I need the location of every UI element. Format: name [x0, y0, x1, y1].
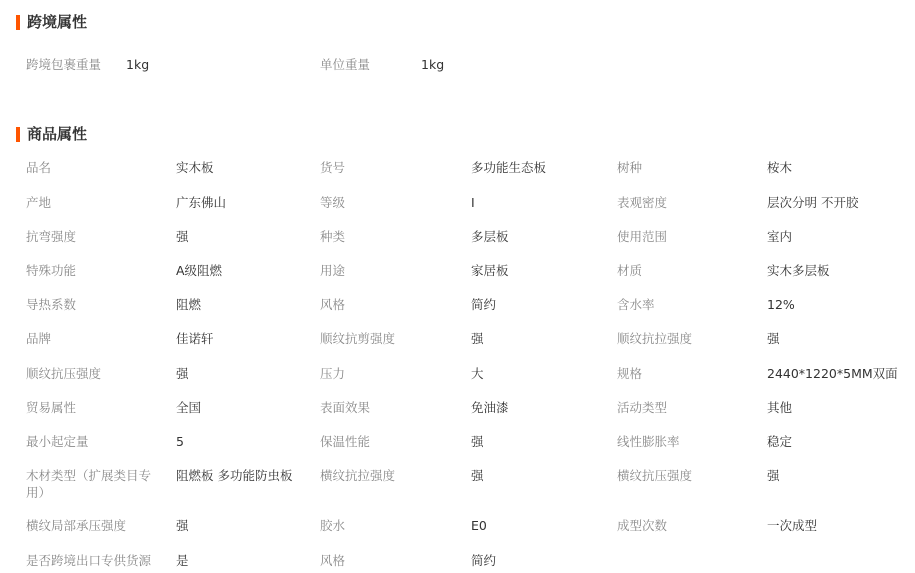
attribute-value: 强: [471, 434, 484, 449]
attribute-label: 最小起定量: [26, 434, 89, 449]
attribute-label: 风格: [320, 553, 346, 568]
attribute-label: 树种: [617, 160, 643, 175]
attribute-value: I: [471, 195, 475, 210]
attribute-value: 简约: [471, 297, 497, 312]
attribute-value: 强: [176, 366, 189, 381]
attribute-label: 横纹抗拉强度: [320, 468, 396, 483]
attribute-label: 风格: [320, 297, 346, 312]
attribute-value: 强: [767, 331, 780, 346]
attribute-label: 保温性能: [320, 434, 371, 449]
attribute-label: 用途: [320, 263, 346, 278]
attribute-label: 等级: [320, 195, 346, 210]
attribute-value: 实木多层板: [767, 263, 830, 278]
attribute-value: E0: [471, 518, 487, 533]
attribute-value: 佳诺轩: [176, 331, 214, 346]
attribute-label: 品名: [26, 160, 52, 175]
attribute-value: 一次成型: [767, 518, 818, 533]
attribute-value: 12%: [767, 297, 795, 312]
attribute-value: 阻燃板 多功能防虫板: [176, 468, 293, 483]
attribute-label: 规格: [617, 366, 643, 381]
attribute-value: 强: [471, 331, 484, 346]
section-accent-bar: [16, 15, 20, 30]
attribute-label: 使用范围: [617, 229, 668, 244]
attribute-value: 强: [767, 468, 780, 483]
attribute-label: 表面效果: [320, 400, 371, 415]
attribute-value: 2440*1220*5MM双面: [767, 366, 898, 381]
attribute-value: 阻燃: [176, 297, 202, 312]
attribute-label: 顺纹抗剪强度: [320, 331, 396, 346]
attribute-label: 压力: [320, 366, 346, 381]
attribute-label: 含水率: [617, 297, 655, 312]
attribute-label: 顺纹抗拉强度: [617, 331, 693, 346]
attribute-label: 特殊功能: [26, 263, 77, 278]
attribute-label: 贸易属性: [26, 400, 77, 415]
attribute-label: 横纹抗压强度: [617, 468, 693, 483]
attribute-label: 产地: [26, 195, 52, 210]
attribute-label: 材质: [617, 263, 643, 278]
attribute-value: 1kg: [126, 57, 150, 72]
attribute-value: 实木板: [176, 160, 214, 175]
attribute-value: 多层板: [471, 229, 509, 244]
attribute-label: 是否跨境出口专供货源: [26, 553, 152, 568]
attribute-value: 简约: [471, 553, 497, 568]
attribute-label: 木材类型（扩展类目专用）: [26, 468, 152, 500]
attribute-label: 表观密度: [617, 195, 668, 210]
attribute-value: 大: [471, 366, 484, 381]
attribute-value: 稳定: [767, 434, 793, 449]
attribute-value: 强: [176, 518, 189, 533]
attribute-label: 跨境包裹重量: [26, 57, 102, 72]
attribute-label: 货号: [320, 160, 346, 175]
attribute-label: 胶水: [320, 518, 346, 533]
attribute-value: 广东佛山: [176, 195, 227, 210]
attribute-label: 抗弯强度: [26, 229, 77, 244]
attribute-label: 成型次数: [617, 518, 668, 533]
attribute-value: 层次分明 不开胶: [767, 195, 859, 210]
attribute-label: 导热系数: [26, 297, 77, 312]
attribute-value: A级阻燃: [176, 263, 223, 278]
attribute-label: 活动类型: [617, 400, 668, 415]
attribute-value: 多功能生态板: [471, 160, 547, 175]
attribute-value: 强: [176, 229, 189, 244]
attribute-value: 其他: [767, 400, 793, 415]
attribute-value: 5: [176, 434, 184, 449]
attribute-value: 免油漆: [471, 400, 509, 415]
attribute-label: 品牌: [26, 331, 52, 346]
attribute-value: 1kg: [421, 57, 445, 72]
attribute-value: 强: [471, 468, 484, 483]
attribute-label: 单位重量: [320, 57, 371, 72]
attribute-value: 是: [176, 553, 189, 568]
section-accent-bar: [16, 127, 20, 142]
attribute-label: 横纹局部承压强度: [26, 518, 127, 533]
attribute-label: 顺纹抗压强度: [26, 366, 102, 381]
attribute-value: 桉木: [767, 160, 793, 175]
attribute-value: 全国: [176, 400, 202, 415]
attribute-label: 线性膨胀率: [617, 434, 680, 449]
attribute-label: 种类: [320, 229, 346, 244]
attribute-value: 室内: [767, 229, 793, 244]
attribute-value: 家居板: [471, 263, 509, 278]
